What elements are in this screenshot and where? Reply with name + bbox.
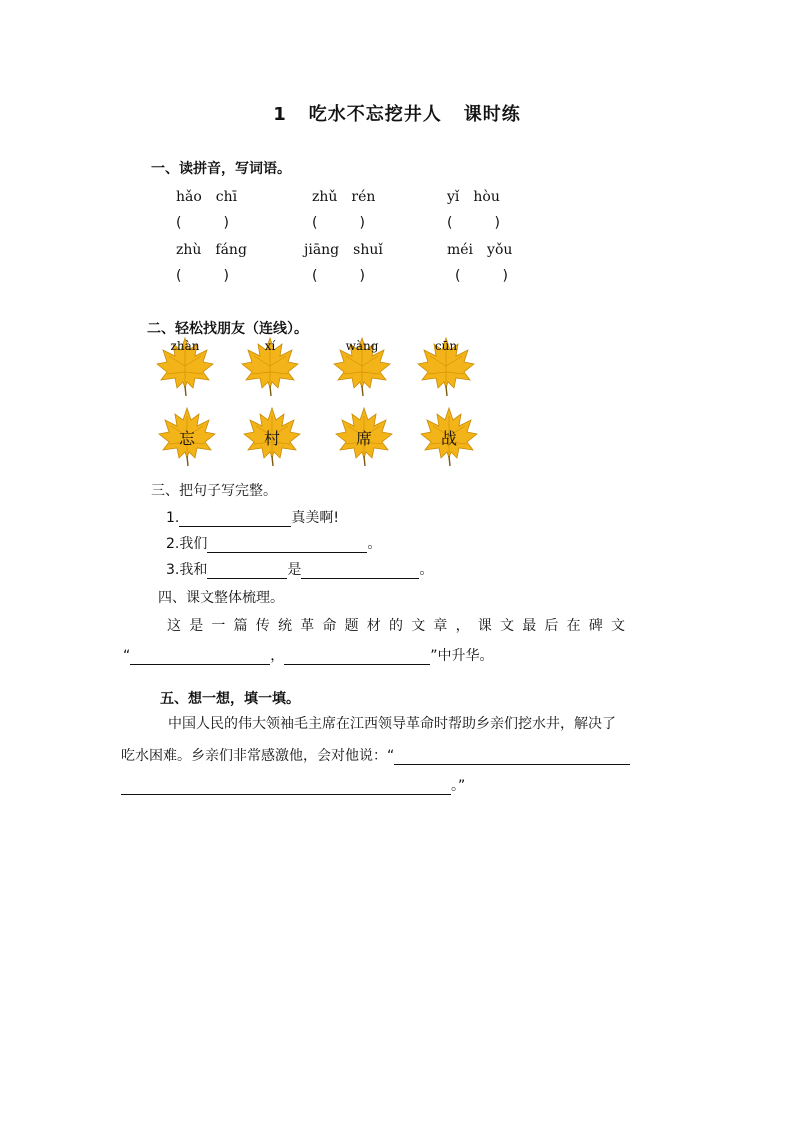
leaf-card[interactable]: [419, 406, 479, 468]
sentence-3-prefix: 3.我和: [166, 562, 208, 578]
lesson-title: 吃水不忘挖井人: [308, 104, 442, 125]
sentence-1-suffix: 真美啊!: [291, 510, 339, 526]
answer-blank-1[interactable]: ( ): [176, 215, 229, 231]
pinyin-5: jiāng shuǐ: [304, 242, 383, 258]
inscription-blank-2[interactable]: [284, 649, 430, 665]
leaf-character: 村: [263, 429, 280, 448]
sentence-3: [166, 559, 433, 579]
quote-blank-2[interactable]: [121, 779, 451, 795]
leaf-character: 忘: [178, 429, 195, 448]
open-quote: “: [123, 648, 131, 664]
section5-line2: [121, 745, 630, 765]
answer-blank-2[interactable]: ( ): [312, 215, 365, 231]
answer-blank-3[interactable]: ( ): [447, 215, 500, 231]
leaf-card[interactable]: [416, 336, 476, 398]
section5-line1: 中国人民的伟大领袖毛主席在江西领导革命时帮助乡亲们挖水井，解决了: [168, 716, 616, 732]
leaf-card[interactable]: [332, 336, 392, 398]
section5-line3: [121, 775, 465, 795]
sentence-3-suffix: 。: [419, 562, 434, 578]
section2-heading: 二、轻松找朋友（连线）。: [147, 321, 308, 337]
inscription-blank-1[interactable]: [130, 649, 270, 665]
sentence-2-suffix: 。: [367, 536, 382, 552]
section5-line2-text: 吃水困难。乡亲们非常感激他，会对他说：“: [121, 748, 395, 764]
section4-line1: 这是一篇传统革命题材的文章，课文最后在碑文: [167, 618, 634, 634]
leaf-pinyin: xí: [264, 339, 276, 353]
leaf-pinyin: zhàn: [170, 339, 200, 353]
pinyin-2: zhǔ rén: [312, 189, 376, 205]
answer-blank-6[interactable]: ( ): [455, 268, 508, 284]
sentence-2: [166, 533, 381, 553]
section5-end: 。”: [451, 778, 466, 794]
pinyin-6: méi yǒu: [447, 242, 513, 258]
sentence-3-mid: 是: [287, 562, 302, 578]
sentence-1-blank[interactable]: [179, 511, 291, 527]
answer-blank-4[interactable]: ( ): [176, 268, 229, 284]
leaf-pinyin: wàng: [345, 339, 379, 353]
pinyin-3: yǐ hòu: [447, 189, 500, 205]
answer-blank-5[interactable]: ( ): [312, 268, 365, 284]
closing-text: ”中升华。: [430, 648, 494, 664]
sentence-2-blank[interactable]: [207, 537, 367, 553]
leaf-card[interactable]: [334, 406, 394, 468]
leaf-character: 战: [440, 429, 457, 448]
section1-heading: 一、读拼音，写词语。: [151, 161, 291, 177]
sentence-1: [166, 507, 339, 527]
sentence-2-prefix: 2.我们: [166, 536, 208, 552]
pinyin-1: hǎo chī: [176, 189, 238, 205]
leaf-card[interactable]: [155, 336, 215, 398]
section4-line2: [123, 645, 494, 665]
section5-heading: 五、想一想，填一填。: [160, 691, 300, 707]
sentence-1-prefix: 1.: [166, 510, 180, 526]
lesson-number: 1: [273, 104, 287, 125]
sentence-3-blank-1[interactable]: [207, 563, 287, 579]
comma: ，: [270, 648, 285, 664]
quote-blank-1[interactable]: [394, 749, 630, 765]
pinyin-4: zhù fáng: [176, 242, 247, 258]
leaf-card[interactable]: [242, 406, 302, 468]
leaf-card[interactable]: [240, 336, 300, 398]
leaf-card[interactable]: [157, 406, 217, 468]
leaf-character: 席: [355, 429, 372, 448]
section3-heading: 三、把句子写完整。: [151, 483, 277, 499]
leaf-pinyin: cūn: [434, 339, 458, 353]
sentence-3-blank-2[interactable]: [301, 563, 419, 579]
page-title: [0, 100, 794, 126]
title-suffix: 课时练: [463, 104, 521, 125]
section4-heading: 四、课文整体梳理。: [158, 590, 284, 606]
